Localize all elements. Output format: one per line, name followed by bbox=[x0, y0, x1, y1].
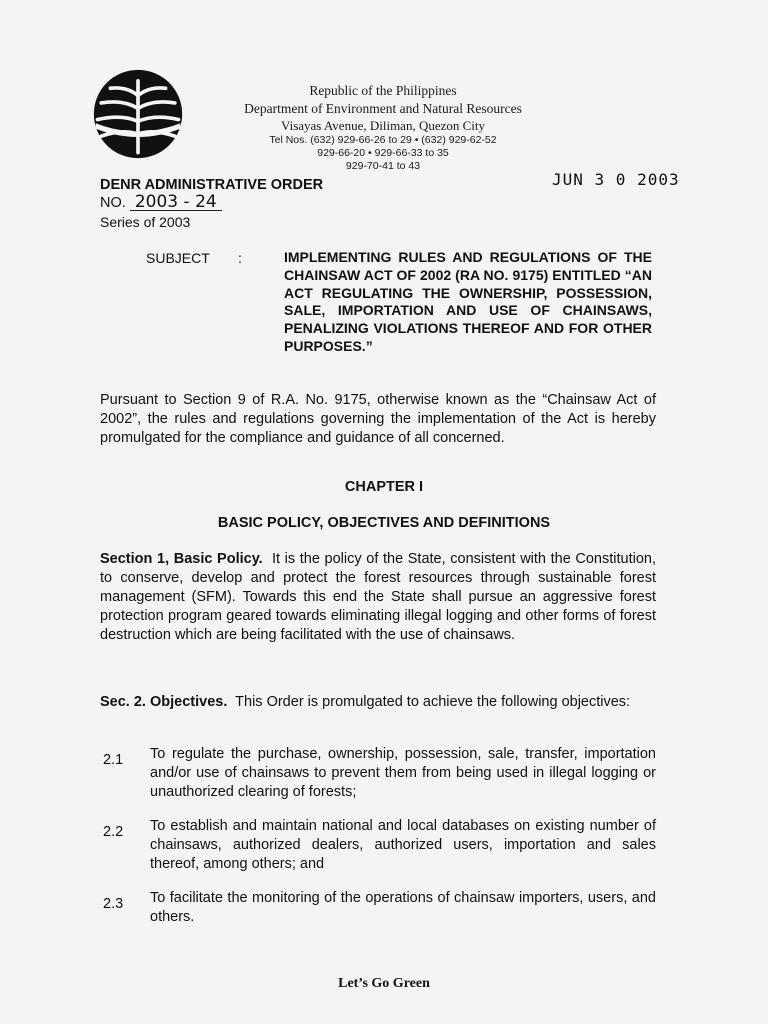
order-title: DENR ADMINISTRATIVE ORDER bbox=[100, 177, 324, 193]
telephone-line-1: Tel Nos. (632) 929-66-26 to 29 • (632) 929-62-52 bbox=[269, 134, 497, 146]
subject-label: SUBJECT bbox=[146, 250, 210, 266]
subject-colon: : bbox=[238, 250, 242, 266]
section-1-paragraph bbox=[100, 550, 656, 645]
order-series: Series of 2003 bbox=[100, 214, 191, 230]
objective-number: 2.1 bbox=[103, 752, 124, 768]
objective-text: To regulate the purchase, ownership, possession, sale, transfer, importation and/or use of chainsaws to prevent them from being used in illegal logging or unauthorized clearing of forests; bbox=[150, 746, 656, 800]
letterhead bbox=[218, 82, 548, 173]
republic-heading: Republic of the Philippines bbox=[309, 83, 457, 98]
telephone-line-3: 929-70-41 to 43 bbox=[345, 160, 421, 172]
section-2-body: This Order is promulgated to achieve the following objectives: bbox=[235, 694, 631, 710]
department-name: Department of Environment and Natural Resources bbox=[244, 101, 522, 116]
section-1-body: It is the policy of the State, consistent with the Constitution, to conserve, develop and protect the forest resources through sustainable forest management (SFM). Towards this end the State shall pursue an aggressive forest protection program geared towards eliminating illegal logging and other forms of forest destruction which are being facilitated with the use of chainsaws. bbox=[100, 551, 656, 643]
order-number bbox=[100, 194, 222, 211]
intro-paragraph: Pursuant to Section 9 of R.A. No. 9175, otherwise known as the “Chainsaw Act of 2002”, the rules and regulations governing the implementation of the Act is hereby promulgated for the compliance and guidance of all concerned. bbox=[100, 392, 656, 446]
objective-number: 2.3 bbox=[103, 896, 124, 912]
objective-text: To establish and maintain national and local databases on existing number of chainsaws, authorized dealers, authorized users, importation and sales thereof, among others; and bbox=[150, 818, 656, 872]
date-stamp: JUN 3 0 2003 bbox=[552, 170, 680, 189]
denr-leaf-seal-icon bbox=[92, 68, 184, 160]
section-2-heading: Sec. 2. Objectives. bbox=[100, 694, 228, 710]
section-2-paragraph bbox=[100, 693, 656, 712]
order-number-value: 2003 - 24 bbox=[130, 194, 222, 211]
chapter-title: BASIC POLICY, OBJECTIVES AND DEFINITIONS bbox=[217, 515, 551, 531]
subject-text: IMPLEMENTING RULES AND REGULATIONS OF THE CHAINSAW ACT OF 2002 (RA NO. 9175) ENTITLED “AN ACT REGULATING THE OWNERSHIP, POSSESSION, SALE, IMPORTATION AND USE OF CHAINSAWS, PENALIZING VIOLATIONS THEREOF AND FOR OTHER PURPOSES.” bbox=[284, 249, 652, 354]
telephone-line-2: 929-66-20 • 929-66-33 to 35 bbox=[317, 147, 449, 159]
section-1-heading: Section 1, Basic Policy. bbox=[100, 551, 263, 567]
order-number-label: NO. bbox=[100, 195, 126, 211]
footer-slogan: Let’s Go Green bbox=[338, 976, 430, 991]
objective-number: 2.2 bbox=[103, 824, 124, 840]
department-address: Visayas Avenue, Diliman, Quezon City bbox=[280, 118, 486, 133]
objective-text: To facilitate the monitoring of the operations of chainsaw importers, users, and others. bbox=[150, 890, 656, 925]
chapter-number: CHAPTER I bbox=[344, 479, 424, 495]
